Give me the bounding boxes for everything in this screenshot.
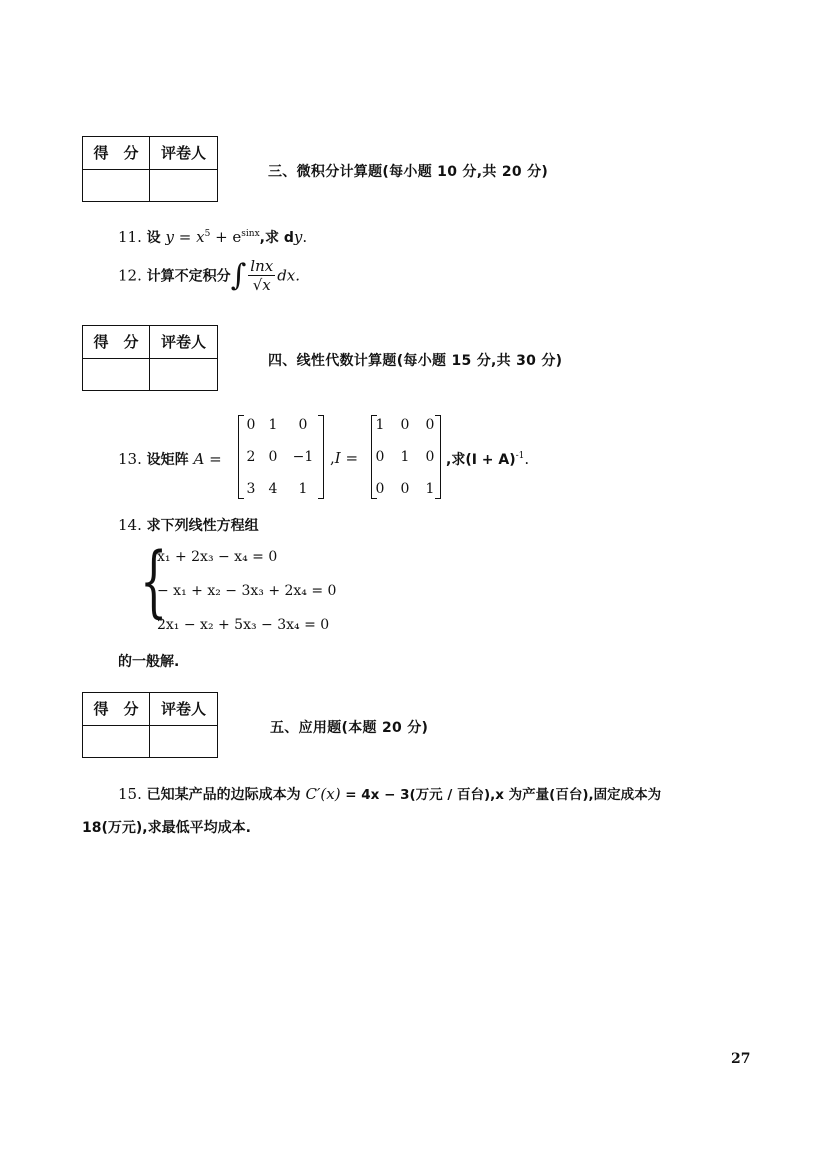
integral-sign: ∫	[230, 258, 247, 293]
score-cell[interactable]	[83, 358, 150, 391]
section3-title: 三、微积分计算题(每小题 10 分,共 20 分)	[268, 164, 549, 180]
score-cell[interactable]	[83, 725, 150, 758]
grader-label: 评卷人	[150, 137, 218, 170]
section4-title: 四、线性代数计算题(每小题 15 分,共 30 分)	[268, 353, 563, 369]
score-label: 得 分	[83, 137, 150, 170]
question-11: 11. 设 $y = x^5 + e^{sinx}$,求 dy.	[118, 228, 308, 246]
grader-label: 评卷人	[150, 693, 218, 726]
question-13-tail: ,求$(I + A)^{-1}$.	[446, 450, 530, 468]
question-12: 12. 计算不定积分∫ $\frac{\ln x}{√x}$ dx.	[118, 257, 301, 294]
score-label: 得 分	[83, 326, 150, 359]
score-box-section4	[82, 325, 218, 391]
fraction: $\frac{\ln x}{√x}$	[250, 257, 274, 294]
question-15-line1: 15. 已知某产品的边际成本为 C′(x) = 4x − 3(万元 / 百台),x 为产量(百台),固定成本为	[118, 785, 662, 803]
grader-cell[interactable]	[150, 725, 218, 758]
question-14: 14. 求下列线性方程组	[118, 516, 259, 534]
equation-2: − x₁ + x₂ − 3x₃ + 2x₄ = 0	[157, 583, 337, 599]
matrix-i: 1 0 0 0 1 0 0 0 1	[371, 415, 441, 499]
section5-title: 五、应用题(本题 20 分)	[270, 720, 429, 736]
question-13-prefix: 13. 设矩阵 A =	[118, 450, 222, 468]
grader-cell[interactable]	[150, 169, 218, 202]
question-14-tail: 的一般解.	[118, 654, 180, 670]
matrix-i-label: ,I =	[330, 449, 359, 467]
score-box-section3	[82, 136, 218, 202]
brace-icon: {	[140, 537, 168, 627]
equation-1: x₁ + 2x₃ − x₄ = 0	[157, 549, 278, 565]
grader-label: 评卷人	[150, 326, 218, 359]
grader-cell[interactable]	[150, 358, 218, 391]
page-number: 27	[731, 1051, 751, 1067]
equation-3: 2x₁ − x₂ + 5x₃ − 3x₄ = 0	[157, 617, 330, 633]
score-label: 得 分	[83, 693, 150, 726]
score-cell[interactable]	[83, 169, 150, 202]
score-box-section5	[82, 692, 218, 758]
matrix-a: 0 1 0 2 0 −1 3 4 1	[238, 415, 324, 499]
question-15-line2: 18(万元),求最低平均成本.	[82, 820, 251, 836]
